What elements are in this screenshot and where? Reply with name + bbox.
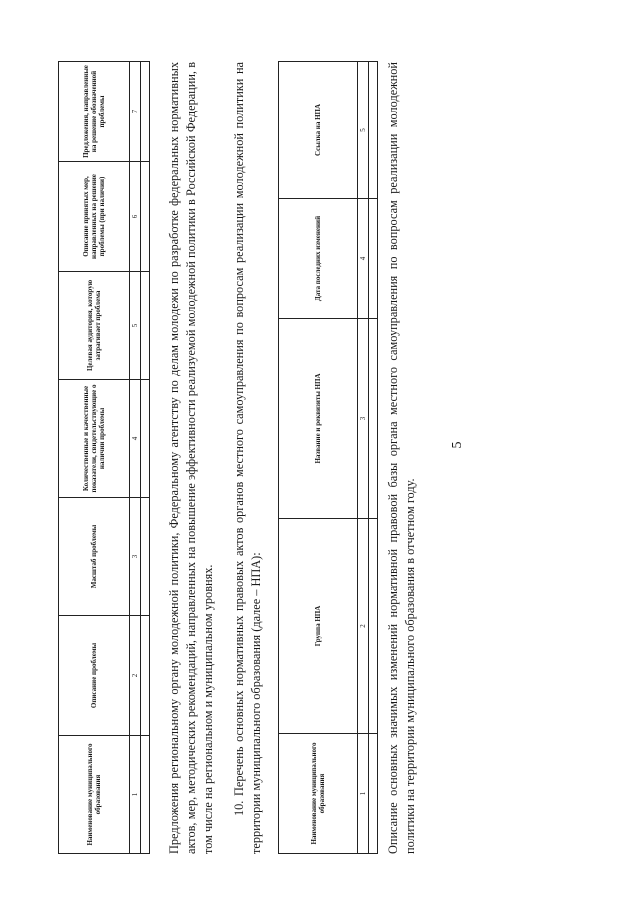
header-cell: Дата последних изменений [279,199,358,319]
column-number: 5 [130,272,141,380]
changes-description-paragraph: Описание основных значимых изменений нормативной правовой базы органа местного самоуправления по вопросам реализации молодежной политики на территории муниципального образования в отчетном году. [386,62,417,854]
header-cell: Предложения, направленные на решение обозначенной проблемы [59,62,130,162]
proposals-paragraph: Предложения региональному органу молодежной политики, Федеральному агентству по делам молодежи по разработке федеральных нормативных актов, мер, методических рекомендаций, направленных на повышение эффективности реализуемой молодежной политики в Российской Федерации, в том числе на региональном и муниципальном уровнях. [167,62,215,854]
header-cell: Описание проблемы [59,616,130,736]
header-cell: Ссылка на НПА [279,62,358,199]
column-number-row [358,62,369,854]
header-cell: Целевая аудитория, которую затрагивает проблема [59,272,130,380]
table-header-row [279,62,358,854]
table-row [369,62,378,854]
column-number: 4 [130,380,141,498]
header-cell: Название и реквизиты НПА [279,319,358,519]
header-cell: Описание принятых мер, направленных на решение проблемы (при наличии) [59,162,130,272]
table-header-row [59,62,130,854]
column-number: 7 [130,62,141,162]
column-number: 6 [130,162,141,272]
column-number: 3 [358,319,369,519]
page-number: 5 [450,441,465,449]
npa-table [278,61,378,854]
column-number: 2 [130,616,141,736]
header-cell: Масштаб проблемы [59,498,130,616]
header-cell: Наименование муниципального образования [59,736,130,854]
table-row [141,62,150,854]
column-number: 3 [130,498,141,616]
section-10-heading: 10. Перечень основных нормативных правовых актов органов местного самоуправления по вопросам реализации молодежной политики на территории муниципального образования (далее – НПА): [232,62,263,854]
column-number-row [130,62,141,854]
column-number: 4 [358,199,369,319]
header-cell: Количественные и качественные показатели, свидетельствующие о наличии проблемы [59,380,130,498]
column-number: 2 [358,519,369,734]
column-number: 1 [130,736,141,854]
column-number: 1 [358,734,369,854]
problems-table [58,61,150,854]
column-number: 5 [358,62,369,199]
header-cell: Наименование муниципального образования [279,734,358,854]
header-cell: Группа НПА [279,519,358,734]
